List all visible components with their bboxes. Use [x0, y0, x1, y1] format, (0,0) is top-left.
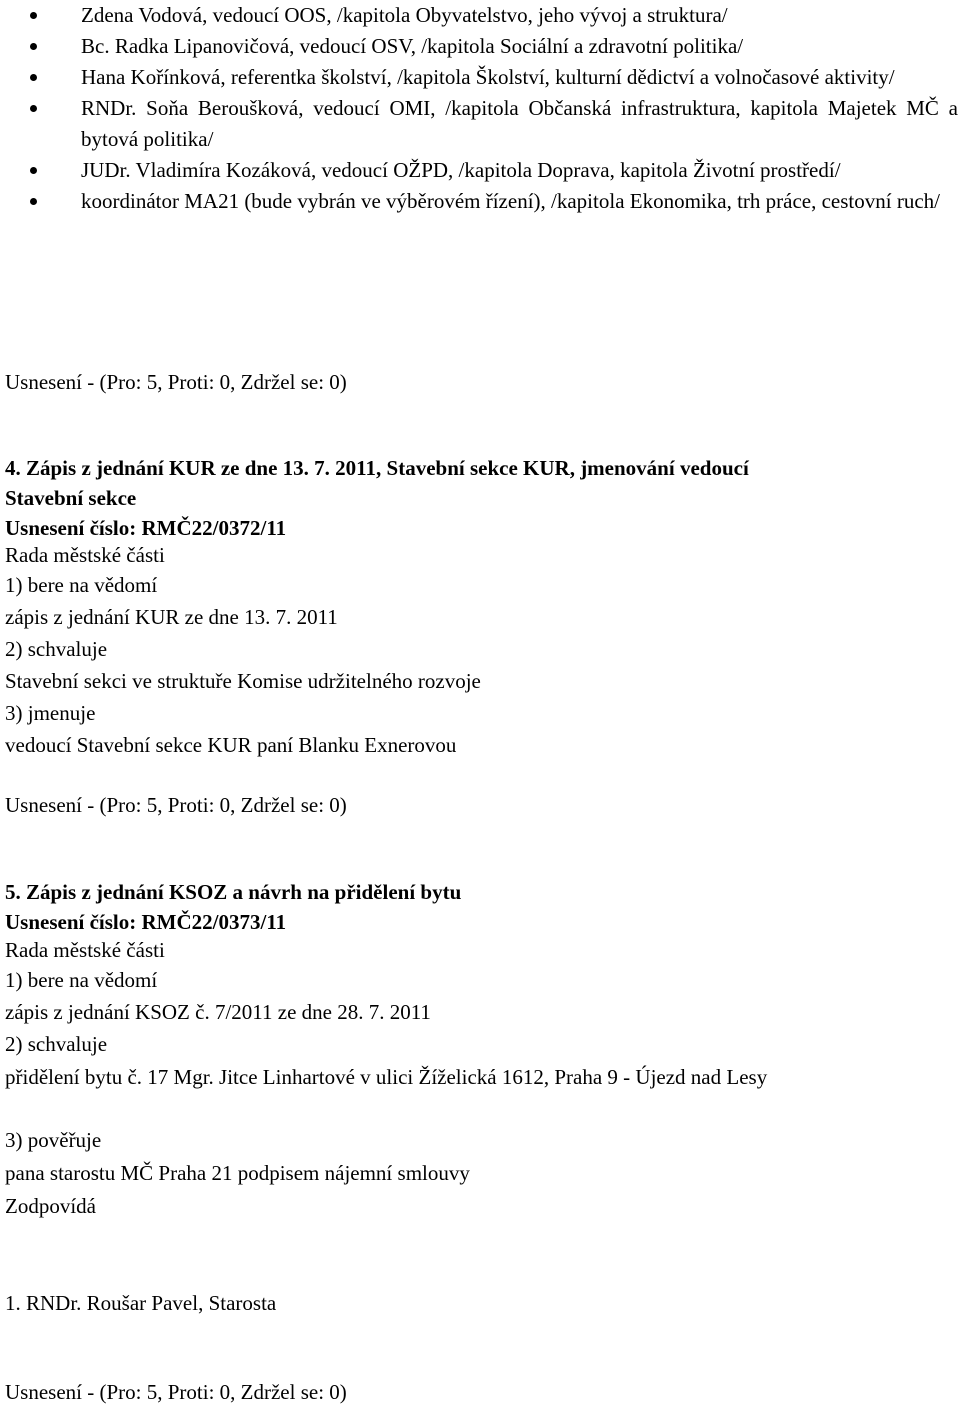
- bullet-icon: [30, 74, 37, 81]
- bullet-icon: [30, 12, 37, 19]
- point-text: zápis z jednání KSOZ č. 7/2011 ze dne 28. 7. 2011: [5, 1000, 431, 1024]
- bullet-icon: [30, 105, 37, 112]
- resolution-number: Usnesení číslo: RMČ22/0373/11: [5, 910, 287, 934]
- vote-result: Usnesení - (Pro: 5, Proti: 0, Zdržel se: 0): [5, 1380, 347, 1404]
- point-label: 1) bere na vědomí: [5, 968, 158, 992]
- list-item-text: Hana Kořínková, referentka školství, /kapitola Školství, kulturní dědictví a volnočasové aktivity/: [81, 65, 895, 89]
- list-item: [30, 93, 958, 155]
- point-text: pana starostu MČ Praha 21 podpisem nájemní smlouvy: [5, 1161, 470, 1185]
- point-label: 2) schvaluje: [5, 1032, 108, 1056]
- vote-result: Usnesení - (Pro: 5, Proti: 0, Zdržel se: 0): [5, 793, 347, 817]
- list-item: [30, 31, 958, 62]
- list-item-text: JUDr. Vladimíra Kozáková, vedoucí OŽPD, /kapitola Doprava, kapitola Životní prostředí/: [81, 158, 841, 182]
- point-text: přidělení bytu č. 17 Mgr. Jitce Linhartové v ulici Žíželická 1612, Praha 9 - Újezd nad Lesy: [5, 1065, 768, 1089]
- point-text: Stavební sekci ve struktuře Komise udržitelného rozvoje: [5, 669, 481, 693]
- list-item-text: RNDr. Soňa Beroušková, vedoucí OMI, /kapitola Občanská infrastruktura, kapitola Majetek MČ a bytová politika/: [81, 96, 958, 151]
- point-label: 1) bere na vědomí: [5, 573, 158, 597]
- list-item-text: Bc. Radka Lipanovičová, vedoucí OSV, /kapitola Sociální a zdravotní politika/: [81, 34, 744, 58]
- resolution-number: Usnesení číslo: RMČ22/0372/11: [5, 516, 287, 540]
- vote-result: Usnesení - (Pro: 5, Proti: 0, Zdržel se: 0): [5, 370, 347, 394]
- responsible-person: 1. RNDr. Roušar Pavel, Starosta: [5, 1291, 277, 1315]
- list-item: [30, 186, 958, 217]
- council-label: Rada městské části: [5, 938, 165, 962]
- list-item: [30, 155, 958, 186]
- section-heading: 4. Zápis z jednání KUR ze dne 13. 7. 2011, Stavební sekce KUR, jmenování vedoucí: [5, 456, 749, 480]
- list-item: [30, 0, 958, 31]
- list-item-text: koordinátor MA21 (bude vybrán ve výběrovém řízení), /kapitola Ekonomika, trh práce, cestovní ruch/: [81, 189, 940, 213]
- council-label: Rada městské části: [5, 543, 165, 567]
- bullet-icon: [30, 167, 37, 174]
- bullet-icon: [30, 43, 37, 50]
- list-item-text: Zdena Vodová, vedoucí OOS, /kapitola Obyvatelstvo, jeho vývoj a struktura/: [81, 3, 728, 27]
- point-label: 3) pověřuje: [5, 1128, 102, 1152]
- point-label: 3) jmenuje: [5, 701, 96, 725]
- bullet-list: [30, 0, 958, 217]
- list-item: [30, 62, 958, 93]
- bullet-icon: [30, 198, 37, 205]
- responsible-label: Zodpovídá: [5, 1194, 96, 1218]
- section-heading: 5. Zápis z jednání KSOZ a návrh na přidělení bytu: [5, 880, 462, 904]
- point-text: zápis z jednání KUR ze dne 13. 7. 2011: [5, 605, 338, 629]
- section-heading-continued: Stavební sekce: [5, 486, 137, 510]
- point-text: vedoucí Stavební sekce KUR paní Blanku Exnerovou: [5, 733, 457, 757]
- point-label: 2) schvaluje: [5, 637, 108, 661]
